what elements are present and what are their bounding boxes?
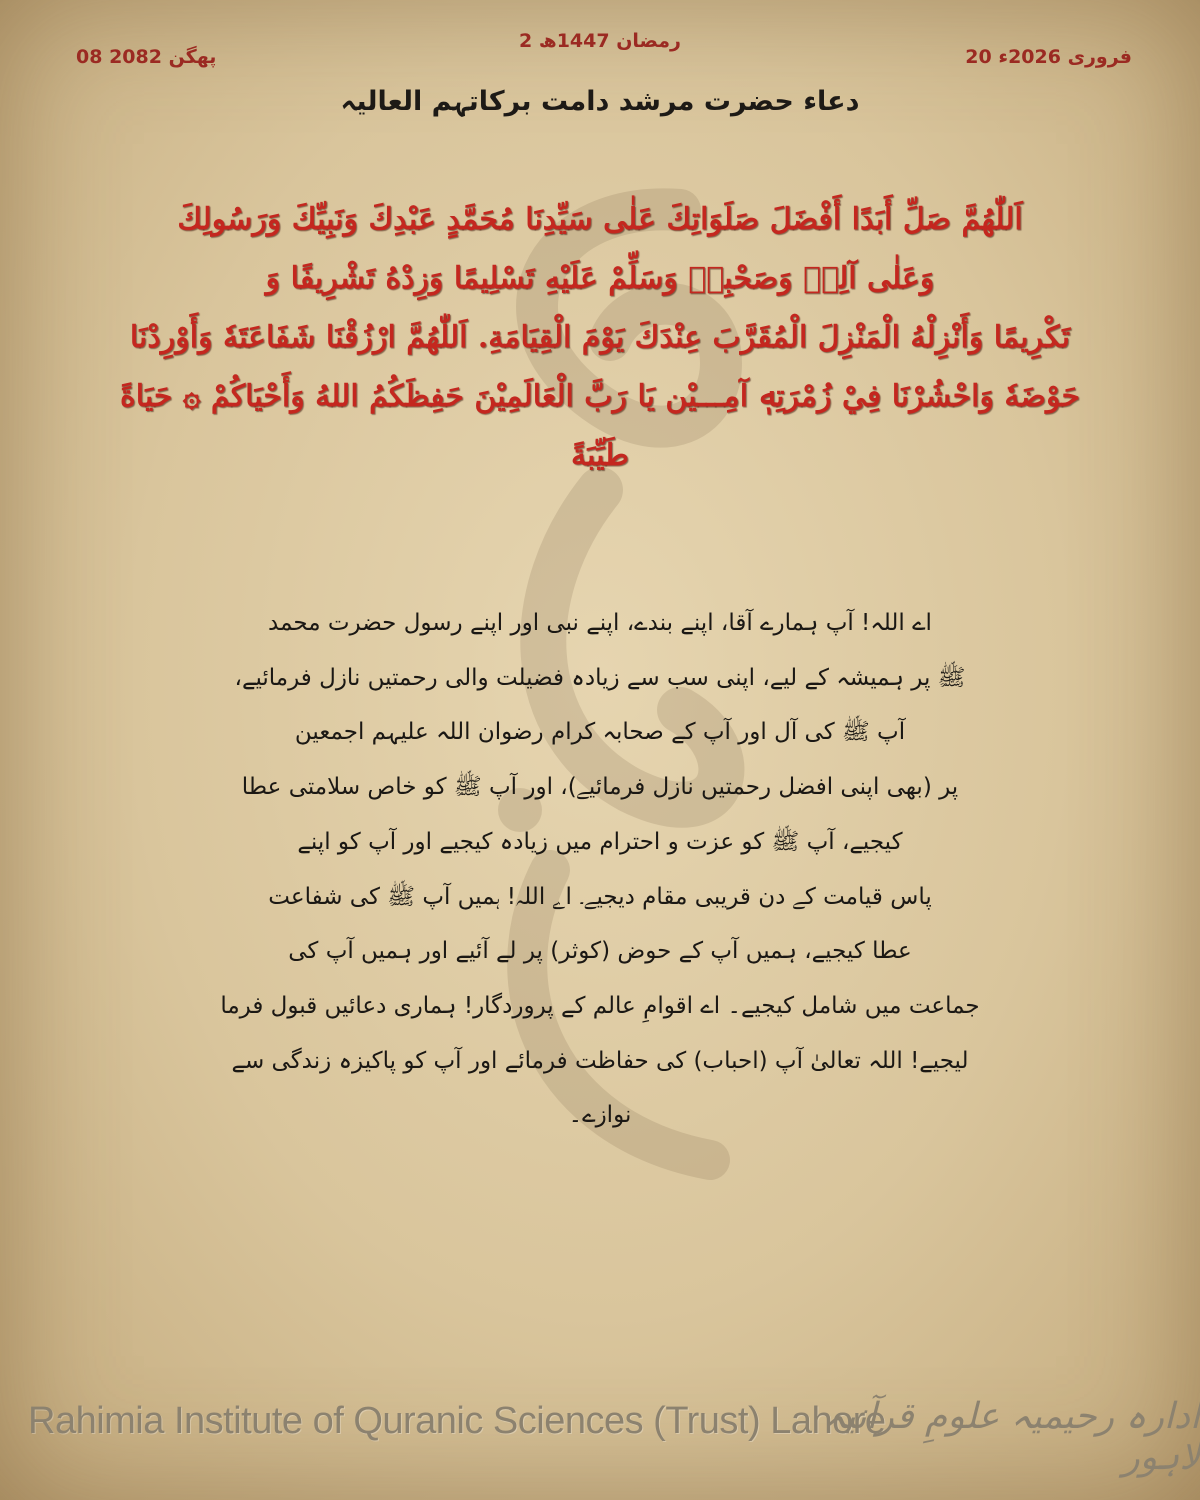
urdu-line: لیجیے! اللہ تعالیٰ آپ (احباب) کی حفاظت فرمائے اور آپ کو پاکیزہ زندگی سے [231, 1047, 969, 1074]
urdu-line: نوازے۔ [568, 1102, 632, 1129]
arabic-line: طَيِّبَةً [570, 438, 630, 473]
gregorian-date: 20 فروری 2026ء [965, 46, 1132, 68]
hijri-date: 2 رمضان 1447ھ [519, 30, 681, 52]
arabic-prayer [70, 190, 1130, 485]
urdu-line: اے اللہ! آپ ہمارے آقا، اپنے بندے، اپنے نبی اور اپنے رسول حضرت محمد [268, 610, 932, 636]
institute-logo: ادارہ رحیمیہ علومِ قرآنیہ لاہور [824, 1396, 1200, 1478]
arabic-line: وَعَلٰى آلِهٖ وَصَحْبِهٖ وَسَلِّمْ عَلَيْهِ تَسْلِيمًا وَزِدْهُ تَشْرِيفًا وَ [265, 261, 935, 296]
urdu-line: جماعت میں شامل کیجیے۔ اے اقوامِ عالم کے پروردگار! ہماری دعائیں قبول فرما [220, 992, 980, 1019]
page-title: دعاء حضرت مرشد دامت برکاتہم العالیہ [340, 86, 860, 117]
urdu-line: عطا کیجیے، ہمیں آپ کے حوض (کوثر) پر لے آئیے اور ہمیں آپ کی [288, 938, 912, 965]
desi-date: 08 پھگن 2082 [76, 46, 217, 68]
urdu-line: پاس قیامت کے دن قریبی مقام دیجیے۔ اے اللہ! ہمیں آپ ﷺ کی شفاعت [268, 883, 932, 910]
urdu-line: ﷺ پر ہمیشہ کے لیے، اپنی سب سے زیادہ فضیلت والی رحمتیں نازل فرمائیے، [234, 664, 966, 691]
arabic-line: اَللّٰهُمَّ صَلِّ أَبَدًا أَفْضَلَ صَلَوَاتِكَ عَلٰى سَيِّدِنَا مُحَمَّدٍ عَبْدِكَ وَنَبِيِّكَ وَرَسُولِكَ [177, 202, 1023, 237]
institute-name-english: Rahimia Institute of Quranic Sciences (Trust) Lahore [28, 1400, 886, 1442]
urdu-line: کیجیے، آپ ﷺ کو عزت و احترام میں زیادہ کیجیے اور آپ کو اپنے [297, 828, 903, 855]
arabic-line: تَكْرِيمًا وَأَنْزِلْهُ الْمَنْزِلَ الْمُقَرَّبَ عِنْدَكَ يَوْمَ الْقِيَامَةِ. اَللّٰهُمَّ ارْزُقْنَا شَفَاعَتَهٗ وَأَوْرِدْنَا [129, 320, 1071, 355]
arabic-line: حَوْضَهٗ وَاحْشُرْنَا فِيْ زُمْرَتِهٖ آمِـــيْن يَا رَبَّ الْعَالَمِيْنَ حَفِظَكُمُ اللهُ وَأَحْيَاكُمْ ۞ حَيَاةً [119, 379, 1081, 414]
urdu-line: پر (بھی اپنی افضل رحمتیں نازل فرمائیے)، اور آپ ﷺ کو خاص سلامتی عطا [241, 774, 959, 801]
urdu-translation [150, 596, 1050, 1143]
urdu-line: آپ ﷺ کی آل اور آپ کے صحابہ کرام رضوان اللہ علیہم اجمعین [294, 719, 906, 746]
